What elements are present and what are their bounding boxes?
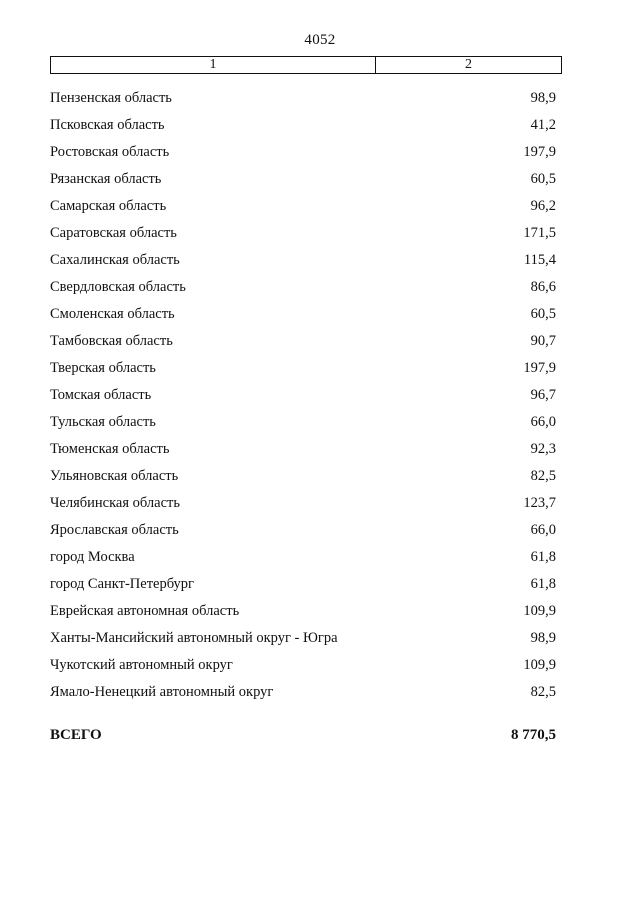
- region-value: 66,0: [530, 522, 556, 538]
- region-value: 197,9: [523, 360, 556, 376]
- table-row: [50, 573, 556, 600]
- table-row: [50, 465, 556, 492]
- region-value: 82,5: [530, 468, 556, 484]
- region-value: 98,9: [530, 630, 556, 646]
- region-value: 109,9: [523, 657, 556, 673]
- table-row: [50, 87, 556, 114]
- table-row: [50, 114, 556, 141]
- region-name: Самарская область: [50, 198, 167, 214]
- table-row: [50, 546, 556, 573]
- region-name: Тульская область: [50, 414, 156, 430]
- table-row: [50, 357, 556, 384]
- region-name: Еврейская автономная область: [50, 603, 240, 619]
- region-name: Ямало-Ненецкий автономный округ: [50, 684, 274, 700]
- region-value: 60,5: [530, 306, 556, 322]
- region-value: 123,7: [523, 495, 556, 511]
- table-row: [50, 438, 556, 465]
- region-name: Тверская область: [50, 360, 156, 376]
- table-row: [50, 384, 556, 411]
- region-value: 60,5: [530, 171, 556, 187]
- table-header: [50, 56, 562, 74]
- region-value: 96,2: [530, 198, 556, 214]
- table-row: [50, 141, 556, 168]
- table-body: [50, 87, 556, 708]
- region-name: Челябинская область: [50, 495, 180, 511]
- table-row: [50, 276, 556, 303]
- table-row: [50, 627, 556, 654]
- region-name: Ярославская область: [50, 522, 179, 538]
- header-column-1: 1: [51, 57, 376, 73]
- total-row: [50, 727, 556, 744]
- table-row: [50, 249, 556, 276]
- region-value: 82,5: [530, 684, 556, 700]
- table-row: [50, 411, 556, 438]
- region-name: город Санкт-Петербург: [50, 576, 195, 592]
- region-value: 171,5: [523, 225, 556, 241]
- table-row: [50, 654, 556, 681]
- region-value: 109,9: [523, 603, 556, 619]
- region-name: Тамбовская область: [50, 333, 173, 349]
- region-name: Псковская область: [50, 117, 165, 133]
- table-row: [50, 195, 556, 222]
- table-row: [50, 222, 556, 249]
- table-row: [50, 600, 556, 627]
- region-name: Ханты-Мансийский автономный округ - Югра: [50, 630, 338, 646]
- region-value: 90,7: [530, 333, 556, 349]
- region-name: Саратовская область: [50, 225, 177, 241]
- region-name: город Москва: [50, 549, 135, 565]
- region-value: 115,4: [523, 252, 556, 268]
- region-value: 61,8: [530, 576, 556, 592]
- region-value: 96,7: [530, 387, 556, 403]
- region-value: 197,9: [523, 144, 556, 160]
- region-value: 92,3: [530, 441, 556, 457]
- region-name: Тюменская область: [50, 441, 170, 457]
- region-name: Ростовская область: [50, 144, 170, 160]
- header-column-2: 2: [465, 57, 472, 72]
- region-value: 61,8: [530, 549, 556, 565]
- table-row: [50, 303, 556, 330]
- table-row: [50, 168, 556, 195]
- region-name: Смоленская область: [50, 306, 175, 322]
- region-value: 41,2: [530, 117, 556, 133]
- region-name: Рязанская область: [50, 171, 162, 187]
- region-name: Чукотский автономный округ: [50, 657, 233, 673]
- table-row: [50, 492, 556, 519]
- region-value: 66,0: [530, 414, 556, 430]
- region-name: Пензенская область: [50, 90, 172, 106]
- page-number: 4052: [304, 32, 336, 48]
- region-name: Сахалинская область: [50, 252, 180, 268]
- region-value: 98,9: [530, 90, 556, 106]
- region-value: 86,6: [530, 279, 556, 295]
- total-label: ВСЕГО: [50, 727, 102, 743]
- total-value: 8 770,5: [511, 727, 556, 743]
- table-row: [50, 519, 556, 546]
- region-name: Свердловская область: [50, 279, 186, 295]
- table-row: [50, 330, 556, 357]
- region-name: Ульяновская область: [50, 468, 179, 484]
- region-name: Томская область: [50, 387, 152, 403]
- table-row: [50, 681, 556, 708]
